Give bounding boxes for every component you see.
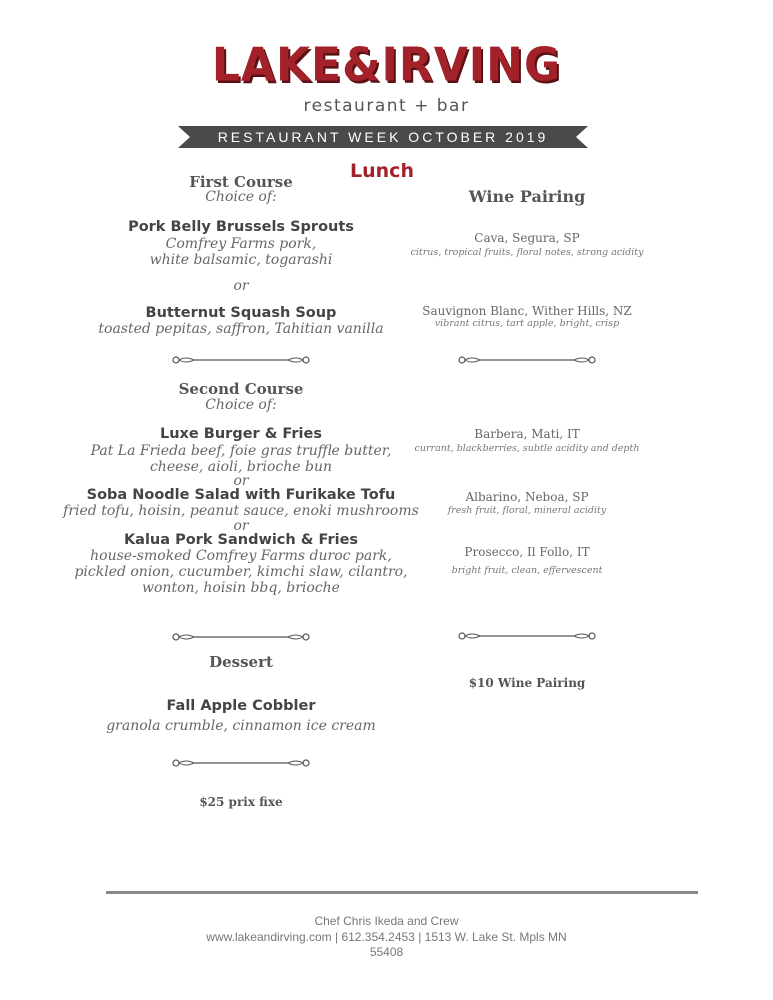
wine-name: Albarino, Neboa, SP: [465, 490, 589, 504]
dish-kalua-pork-desc-3: wonton, hoisin bbq, brioche: [142, 580, 340, 596]
dish-apple-cobbler: Fall Apple Cobbler: [166, 698, 316, 714]
restaurant-tagline: restaurant + bar: [303, 96, 470, 116]
wine-name: Barbera, Mati, IT: [474, 427, 580, 441]
wine-notes: bright fruit, clean, effervescent: [451, 565, 603, 576]
second-course-title: Second Course: [178, 380, 304, 398]
divider-flourish: [172, 355, 310, 365]
dish-butternut-soup-desc: toasted pepitas, saffron, Tahitian vanilla: [98, 321, 384, 337]
or-separator: or: [233, 278, 249, 294]
first-course-title: First Course: [189, 173, 293, 191]
dish-luxe-burger-desc-1: Pat La Frieda beef, foie gras truffle butter,: [90, 443, 392, 459]
wine-pairing-price: $10 Wine Pairing: [468, 676, 586, 690]
wine-notes: fresh fruit, floral, mineral acidity: [447, 505, 607, 516]
footer-chef: Chef Chris Ikeda and Crew: [314, 914, 459, 928]
second-course-choice: Choice of:: [205, 397, 277, 413]
dish-luxe-burger-desc-2: cheese, aioli, brioche bun: [149, 459, 333, 475]
or-separator: or: [233, 518, 249, 534]
dessert-title: Dessert: [209, 653, 273, 671]
footer-divider: [106, 891, 698, 894]
dish-luxe-burger: Luxe Burger & Fries: [160, 426, 322, 442]
footer-zip: 55408: [369, 945, 404, 959]
wine-notes: citrus, tropical fruits, floral notes, strong acidity: [410, 247, 644, 258]
first-course-choice: Choice of:: [205, 189, 277, 205]
wine-notes: vibrant citrus, tart apple, bright, crisp: [434, 318, 620, 329]
divider-flourish: [172, 632, 310, 642]
banner-title: RESTAURANT WEEK OCTOBER 2019: [217, 129, 549, 145]
dish-butternut-soup: Butternut Squash Soup: [145, 305, 337, 321]
restaurant-logo: LAKE&IRVING: [211, 38, 562, 93]
dish-kalua-pork: Kalua Pork Sandwich & Fries: [123, 532, 359, 548]
dish-soba-noodle-desc: fried tofu, hoisin, peanut sauce, enoki mushrooms: [63, 503, 419, 519]
divider-flourish: [172, 758, 310, 768]
dish-pork-belly: Pork Belly Brussels Sprouts: [128, 219, 354, 235]
prix-fixe-price: $25 prix fixe: [199, 795, 283, 809]
dish-kalua-pork-desc-1: house-smoked Comfrey Farms duroc park,: [90, 548, 392, 564]
dish-kalua-pork-desc-2: pickled onion, cucumber, kimchi slaw, cilantro,: [74, 564, 408, 580]
wine-name: Cava, Segura, SP: [474, 231, 580, 245]
divider-flourish: [458, 355, 596, 365]
wine-notes: currant, blackberries, subtle acidity and depth: [414, 443, 640, 454]
divider-flourish: [458, 631, 596, 641]
wine-pairing-title: Wine Pairing: [468, 187, 586, 206]
wine-name: Prosecco, Il Follo, IT: [464, 545, 590, 559]
wine-name: Sauvignon Blanc, Wither Hills, NZ: [422, 304, 632, 318]
or-separator: or: [233, 473, 249, 489]
dish-pork-belly-desc-1: Comfrey Farms pork,: [165, 236, 317, 252]
dish-soba-noodle: Soba Noodle Salad with Furikake Tofu: [86, 487, 396, 503]
footer-contact: www.lakeandirving.com | 612.354.2453 | 1513 W. Lake St. Mpls MN: [206, 930, 567, 944]
meal-title: Lunch: [350, 160, 414, 182]
dish-pork-belly-desc-2: white balsamic, togarashi: [149, 252, 333, 268]
dish-apple-cobbler-desc: granola crumble, cinnamon ice cream: [106, 718, 376, 734]
